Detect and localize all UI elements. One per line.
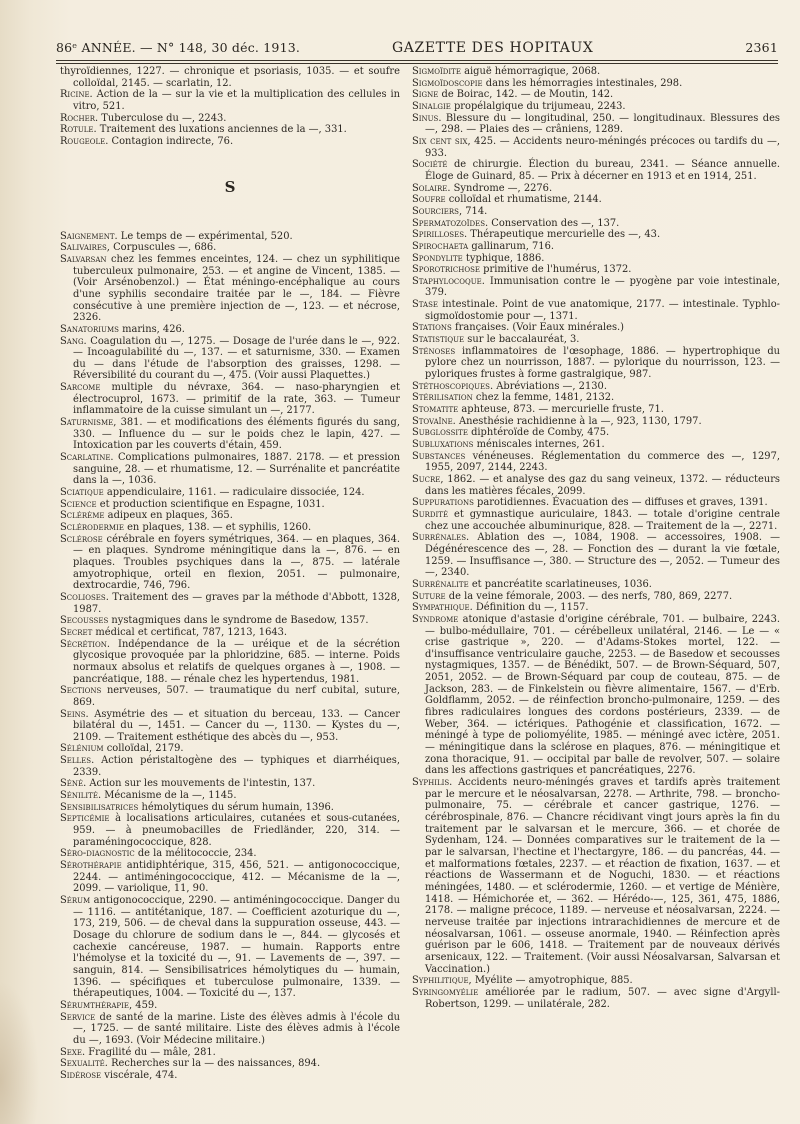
entry-text: parotidiennes. Évacuation des — diffuses et graves, 1391.: [473, 497, 768, 509]
entry-headword: Septicémie: [60, 813, 110, 825]
index-entry: [60, 639, 400, 686]
index-entry: [412, 392, 780, 404]
index-entry: [412, 194, 780, 206]
index-entry: [60, 1047, 400, 1059]
entry-headword: Séro-diagnostic: [60, 848, 135, 860]
entry-headword: Surrénales.: [412, 532, 470, 544]
index-entry: [412, 591, 780, 603]
entry-text: Action péristaltogène des — typhiques et diarrhéiques, 2339.: [73, 755, 400, 778]
entry-text: marins, 426.: [118, 323, 185, 335]
entry-headword: Service: [60, 1011, 96, 1023]
index-entries-s: [60, 231, 400, 1082]
left-column: [60, 66, 400, 1082]
index-entry: [60, 813, 400, 848]
index-entry: [60, 510, 400, 522]
entry-headword: Subglossite: [412, 427, 468, 439]
index-entry: [412, 509, 780, 532]
entry-text: appendiculaire, 1161. — radiculaire dissociée, 124.: [103, 487, 365, 499]
entry-text: améliorée par le radium, 507. — avec signe d'Argyll-Robertson, 1299. — unilatérale, 282.: [425, 986, 780, 1010]
index-entry: [412, 427, 780, 439]
entry-text: de Boirac, 142. — de Moutin, 142.: [438, 89, 614, 101]
entry-text: médical et certificat, 787, 1213, 1643.: [92, 626, 288, 638]
entry-headword: Spondylite: [412, 252, 463, 264]
entry-text: colloïdal et rhumatisme, 2144.: [445, 194, 602, 206]
index-entry: [60, 487, 400, 499]
entry-text: Recherches sur la — des naissances, 894.: [107, 1058, 321, 1070]
entry-headword: Sclérème: [60, 510, 105, 522]
index-entry: [60, 522, 400, 534]
entry-headword: Stations: [412, 322, 452, 334]
entry-text: et gymnastique auriculaire, 1843. — totale d'origine centrale chez une accouchée albuminurique, 828. — Traitement de la —, 2271.: [425, 508, 780, 532]
entry-headword: Surrénalite: [412, 578, 469, 590]
entry-headword: Spirochaeta: [412, 240, 469, 252]
index-entry: [60, 615, 400, 627]
index-entry: [60, 336, 400, 383]
index-entry: [412, 602, 780, 614]
index-entry: [412, 334, 780, 346]
entry-headword: Sidérose: [60, 1069, 102, 1081]
index-entry: [60, 1000, 400, 1012]
entry-headword: Saignement.: [60, 230, 118, 242]
entry-headword: Sexe.: [60, 1046, 86, 1058]
entry-text: Mécanisme de la —, 1145.: [101, 790, 237, 802]
index-entry: [60, 242, 400, 254]
entry-headword: Seins.: [60, 708, 89, 720]
index-entry: [60, 802, 400, 814]
index-entry: [60, 592, 400, 615]
entry-headword: Suture: [412, 590, 446, 602]
entry-headword: Sarcome: [60, 382, 101, 394]
entry-text: sur le baccalauréat, 3.: [464, 334, 580, 346]
entry-headword: Sécrétion.: [60, 638, 111, 650]
index-entries-r: [60, 66, 400, 148]
entry-text: Traitement des — graves par la méthode d'Abbott, 1328, 1987.: [73, 591, 400, 615]
entry-text: nystagmiques dans le syndrome de Basedow, 1357.: [108, 615, 369, 627]
entry-headword: Scolioses.: [60, 591, 109, 603]
entry-text: vénéneuses. Réglementation du commerce des —, 1297, 1955, 2097, 2144, 2243.: [425, 450, 780, 474]
entry-text: Blessure du — longitudinal, 250. — longitudinaux. Blessures des —, 298. — Plaies des — crâniens, 1289.: [425, 112, 780, 136]
entry-text: propélalgique du trijumeau, 2243.: [450, 100, 626, 112]
index-entry: [412, 614, 780, 777]
entry-headword: Salivaires,: [60, 242, 110, 254]
entry-text: diphtéroïde de Comby, 475.: [467, 427, 610, 439]
entry-text: de la mélitococcie, 234.: [134, 848, 257, 860]
entry-headword: Sinus.: [412, 112, 442, 124]
entry-headword: Salvarsan: [60, 253, 107, 265]
entry-text: cérébrale en foyers symétriques, 364. — en plaques, 364. — en plaques. Syndrome méningitique dans la —, 876. — en plaques. Troubles psychiques dans la —, 875. — latérale amyotrophique, orteil en flexion, 2051. — pulmonaire, dextrocardie, 746, 796.: [73, 533, 400, 592]
index-entry: [412, 532, 780, 579]
paper-stain: [0, 980, 40, 1124]
entry-text: Action de la — sur la vie et la multiplication des cellules in vitro, 521.: [73, 89, 400, 112]
entry-text: viscérale, 474.: [101, 1069, 178, 1081]
index-entry: [412, 416, 780, 428]
entry-text: intestinale. Point de vue anatomique, 2177. — intestinale. Typhlo-sigmoïdostomie pour —, 1371.: [425, 299, 780, 322]
index-entry: [412, 381, 780, 393]
entry-headword: Rocher.: [60, 112, 99, 124]
entry-text: Abréviations —, 2130.: [493, 380, 607, 392]
running-header: [56, 40, 778, 60]
entry-text: aiguë hémorragique, 2068.: [460, 66, 601, 77]
entry-text: Corpuscules —, 686.: [109, 242, 217, 254]
index-entry: [412, 579, 780, 591]
index-entry: [412, 439, 780, 451]
entry-text: Fragilité du — mâle, 281.: [85, 1046, 216, 1058]
index-entry: [60, 755, 400, 778]
entry-text: 1862. — et analyse des gaz du sang veineux, 1372. — réducteurs dans les matières fécales, 2099.: [425, 473, 780, 497]
index-entries-s-continued: [412, 66, 780, 1010]
entry-headword: Sensibilisatrices: [60, 801, 139, 813]
entry-headword: Sympathique.: [412, 602, 473, 614]
index-entry: [412, 987, 780, 1010]
entry-headword: Substances: [412, 450, 466, 462]
entry-text: Myélite — amyotrophique, 885.: [471, 975, 633, 987]
entry-text: Contagion indirecte, 76.: [108, 135, 234, 147]
index-entry: [412, 404, 780, 416]
entry-headword: Sigmoïdite: [412, 66, 461, 77]
index-entry: [60, 113, 400, 125]
entry-text: méniscales internes, 261.: [473, 439, 605, 450]
index-entry: [60, 709, 400, 744]
entry-headword: Sciatique: [60, 487, 104, 499]
entry-headword: Statistique: [412, 334, 465, 346]
entry-text: de la veine fémorale, 2003. — des nerfs, 780, 869, 2277.: [445, 590, 733, 602]
entry-text: 459.: [132, 999, 158, 1011]
index-entry: [412, 159, 780, 182]
index-entry: [60, 860, 400, 895]
entry-text: Tuberculose du —, 2243.: [98, 112, 227, 124]
entry-headword: Stase: [412, 299, 439, 311]
entry-headword: Secousses: [60, 615, 109, 627]
entry-headword: Sérumthérapie,: [60, 999, 133, 1011]
entry-text: et production scientifique en Espagne, 1031.: [96, 498, 325, 510]
entry-headword: Sénilité.: [60, 790, 102, 802]
index-entry: [60, 1058, 400, 1070]
entry-text: Traitement des luxations anciennes de la —, 331.: [96, 124, 347, 136]
index-entry: [60, 848, 400, 860]
entry-headword: Scarlatine.: [60, 452, 114, 464]
entry-text: 425. — Accidents neuro-méningés précoces ou tardifs du —, 933.: [425, 135, 781, 159]
entry-text: antigonococcique, 2290. — antiméningococcique. Danger du — 1116. — antitétanique, 187. — Coefficient azoturique du —, 173, 219, 506. — de cheval dans la suppuration osseuse, 443. — Dosage du chlorure de sodium dans le —, 844. — glycosés et cachexie cancéreuse, 1987. — humain. Rapports entre l'hémolyse et la toxicité du —, 91. — Lavements de —, 397. — sanguin, 814. — Sensibilisatrices hémolytiques du — humain, 1396. — spécifiques et tuberculose pulmonaire, 1339. — thérapeutiques, 1004. — Toxicité du —, 137.: [73, 895, 400, 1000]
entry-text: atonique d'astasie d'origine cérébrale, 701. — bulbaire, 2243. — bulbo-médullaire, 701. — cérébelleux unilatéral, 2146. — Le — « crise gastrique », 220. — d'Adams-Stokes mortel, 122. — d'insuffisance ventriculaire gauche, 2253. — de Basedow et secousses nystagmiques, 1357. — de Bénédikt, 507. — de Brown-Séquard, 507, 2051, 2052. — de Brown-Séquard par coup de couteau, 875. — de Jackson, 283. — de Finkelstein ou fièvre alimentaire, 1567. — d'Erb. Goldflamm, 2052. — de réinfection broncho-pulmonaire, 1259. — des fibres radiculaires longues des cordons postérieurs, 2339. — de Weber, 364. — ictériques. Pathogénie et classification, 1672. — méningé à type de poliomyélite, 1985. — méningé avec ictère, 2051. — méningitique dans la sclérose en plaques, 876. — méningitique et zona thoracique, 91. — occipital par balle de revolver, 507. — solaire dans les affections gastriques et pancréatiques, 2276.: [425, 613, 780, 777]
entry-headword: Subluxations: [412, 439, 474, 450]
entry-headword: Société: [412, 159, 448, 171]
entry-headword: Sérothérapie: [60, 860, 122, 872]
entry-text: Indépendance de la — uréique et de la sécrétion glycosique provoquée par la phloridzine, 685. — interne. Poids normaux absolus et relatifs de quelques organes à —, 1908. — pancréatique, 188. — rénale chez les hypertendus, 1981.: [73, 638, 400, 685]
entry-text: hémolytiques du sérum humain, 1396.: [138, 801, 334, 813]
right-column: [412, 66, 780, 1010]
entry-headword: Syringomyélie: [412, 986, 479, 998]
index-entry: [60, 231, 400, 243]
index-entry: [412, 101, 780, 113]
index-entry: [60, 895, 400, 1000]
index-entry: [60, 685, 400, 708]
entry-text: gallinarum, 716.: [468, 240, 554, 252]
entry-text: inflammatoires de l'œsophage, 1886. — hypertrophique du pylore chez un nourrisson, 1887. — pylorique du nourrisson, 123. — pyloriques frustes à forme gastralgique, 987.: [425, 345, 780, 381]
header-rule-thick: [56, 63, 778, 64]
entry-headword: Rotule.: [60, 124, 97, 136]
entry-headword: Syphilitique,: [412, 975, 472, 987]
entry-headword: Selles.: [60, 755, 95, 767]
entry-text: adipeux en plaques, 365.: [104, 510, 233, 522]
entry-headword: Spermatozoïdes.: [412, 217, 489, 229]
entry-text: et pancréatite scarlatineuses, 1036.: [468, 578, 652, 590]
index-entry: [412, 299, 780, 322]
index-entry: [60, 382, 400, 417]
entry-text: de chirurgie. Élection du bureau, 2341. — Séance annuelle. Éloge de Guinard, 85. — Prix à décerner en 1913 et en 1914, 251.: [425, 159, 780, 182]
index-entry: [60, 417, 400, 452]
entry-headword: Sourciers,: [412, 205, 463, 217]
entry-headword: Saturnisme,: [60, 417, 117, 429]
index-entry: [412, 136, 780, 159]
entry-text: Asymétrie des — et situation du berceau, 133. — Cancer bilatéral du —, 1451. — Cancer du —, 1130. — Kystes du —, 2109. — Traitement esthétique des abcès du —, 953.: [73, 708, 400, 743]
index-entry: [60, 534, 400, 592]
index-entry: [60, 124, 400, 136]
index-entry: [412, 218, 780, 230]
entry-text: primitive de l'humérus, 1372.: [480, 264, 632, 276]
index-entry: [412, 497, 780, 509]
entry-text: 714.: [462, 205, 488, 217]
entry-headword: Sténoses: [412, 345, 456, 357]
index-entry: [412, 264, 780, 276]
index-entry: [412, 276, 780, 299]
index-entry: [60, 778, 400, 790]
index-entry: [60, 743, 400, 755]
entry-headword: Surdité: [412, 508, 449, 520]
entry-text: Thérapeutique mercurielle des —, 43.: [467, 229, 661, 241]
index-entry: [60, 499, 400, 511]
index-entry: [412, 89, 780, 101]
section-letter: S: [224, 177, 236, 196]
entry-headword: Suppurations: [412, 497, 474, 509]
entry-text: Conservation des —, 137.: [488, 217, 620, 229]
index-entry: [60, 254, 400, 324]
entry-headword: Solaire.: [412, 182, 451, 194]
entry-text: Coagulation du —, 1275. — Dosage de l'urée dans le —, 922. — Incoagulabilité du —, 137. — et saturnisme, 330. — Examen du — dans l'étude de l'absorption des graisses, 1298. — Réversibilité du courant du —, 475. (Voir aussi Plaquettes.): [73, 335, 400, 382]
entry-headword: Séné.: [60, 778, 87, 790]
entry-text: thyroïdiennes, 1227. — chronique et psoriasis, 1035. — et soufre colloïdal, 2145. — scarlatin, 12.: [60, 66, 400, 89]
index-entry: [412, 206, 780, 218]
index-entry: [412, 975, 780, 987]
entry-text: Immunisation contre le — pyogène par voie intestinale, 379.: [425, 275, 780, 299]
entry-text: colloïdal, 2179.: [103, 743, 184, 755]
entry-headword: Signe: [412, 89, 439, 101]
entry-text: Ablation des —, 1084, 1908. — accessoires, 1908. — Dégénérescence des —, 28. — Fonction des — durant la vie fœtale, 1259. — Insuffisance —, 380. — Structure des —, 2052. — Tumeur des —, 2340.: [425, 532, 780, 579]
entry-text: françaises. (Voir Eaux minérales.): [451, 322, 625, 334]
entry-headword: Sélénium: [60, 743, 104, 755]
index-entry: [60, 1012, 400, 1047]
entry-headword: Science: [60, 498, 97, 510]
entry-headword: Sexualité.: [60, 1058, 108, 1070]
entry-text: aphteuse, 873. — mercurielle fruste, 71.: [458, 404, 664, 416]
entry-text: Définition du —, 1157.: [472, 602, 589, 614]
index-entry: [412, 474, 780, 497]
header-rule: [56, 60, 778, 61]
entry-headword: Stéthoscopiques.: [412, 380, 494, 392]
entry-headword: Sigmoïdoscopie: [412, 77, 483, 89]
index-entry: [412, 322, 780, 334]
entry-headword: Ricine.: [60, 89, 93, 101]
entry-text: de santé de la marine. Liste des élèves admis à l'école du —, 1725. — de santé militaire. Liste des élèves admis à l'école du —, 1693. (Voir Médecine militaire.): [73, 1011, 400, 1046]
index-entry: [412, 777, 780, 975]
entry-text: chez la femme, 1481, 2132.: [472, 392, 615, 404]
entry-text: Syndrome —, 2276.: [450, 182, 553, 194]
entry-headword: Sections: [60, 685, 102, 697]
entry-text: à localisations articulaires, cutanées et sous-cutanées, 959. — à pneumobacilles de Friedländer, 220, 314. — paraméningococcique, 828.: [73, 813, 400, 848]
entry-text: Action sur les mouvements de l'intestin, 137.: [86, 778, 316, 790]
index-entry: [60, 1070, 400, 1082]
entry-headword: Rougeole.: [60, 135, 109, 147]
entry-headword: Syndrome: [412, 613, 459, 625]
entry-text: dans les hémorragies intestinales, 298.: [482, 77, 683, 89]
page-number: 2361: [745, 40, 778, 55]
index-entry: [60, 790, 400, 802]
entry-text: multiple du névraxe, 364. — naso-pharyngien et électrocuprol, 1673. — primitif de la rate, 363. — Tumeur inflammatoire de la cuisse simulant un —, 2177.: [73, 382, 400, 417]
entry-headword: Sang.: [60, 335, 87, 347]
entry-headword: Soufre: [412, 194, 446, 206]
entry-headword: Sucre,: [412, 473, 444, 485]
entry-text: en plaques, 138. — et syphilis, 1260.: [123, 522, 312, 533]
index-entry: [412, 346, 780, 381]
entry-headword: Syphilis.: [412, 777, 453, 789]
index-entry: [412, 229, 780, 241]
entry-text: Le temps de — expérimental, 520.: [117, 230, 293, 242]
index-entry: [412, 183, 780, 195]
index-entry: [60, 324, 400, 336]
index-entry: [412, 66, 780, 78]
index-entry: [60, 136, 400, 148]
journal-title: GAZETTE DES HOPITAUX: [392, 40, 594, 56]
entry-headword: Sinalgie: [412, 100, 451, 112]
entry-text: Complications pulmonaires, 1887. 2178. — et pression sanguine, 28. — et rhumatisme, 12. — Surrénalite et pancréatite dans la —, 1036.: [73, 452, 400, 487]
entry-text: 381. — et modifications des éléments figurés du sang, 330. — Influence du — sur le poids chez le lapin, 427. — Intoxication par les couverts d'étain, 459.: [73, 417, 400, 452]
index-entry: [60, 89, 400, 112]
entry-headword: Staphylocoque.: [412, 275, 485, 287]
entry-headword: Sanatoriums: [60, 323, 119, 335]
index-entry: [412, 451, 780, 474]
entry-text: chez les femmes enceintes, 124. — chez un syphilitique tuberculeux pulmonaire, 253. — et angine de Vincent, 1385. — (Voir Arsénobenzol.) — État méningo-encéphalique au cours d'une syphilis secondaire traitée par le —, 184. — Fièvre consécutive à une première injection de —, 123. — et nécrose, 2326.: [73, 253, 400, 324]
entry-headword: Spirilloses.: [412, 229, 468, 241]
entry-headword: Stovaïne.: [412, 415, 456, 427]
index-entry: [412, 78, 780, 90]
entry-headword: Six cent six,: [412, 135, 471, 147]
entry-headword: Sclérodermie: [60, 522, 124, 533]
index-entry: [60, 452, 400, 487]
index-entry: [412, 113, 780, 136]
entry-headword: Secret: [60, 626, 93, 638]
entry-text: typhique, 1886.: [462, 252, 545, 264]
entry-headword: Sclérose: [60, 533, 103, 545]
entry-headword: Sporotrichose: [412, 264, 481, 276]
entry-text: antidiphtérique, 315, 456, 521. — antigonococcique, 2244. — antiméningococcique, 412. — Mécanisme de la —, 2099. — variolique, 11, 90.: [73, 860, 400, 895]
entry-text: Anesthésie rachidienne à la —, 923, 1130, 1797.: [455, 415, 702, 427]
entry-text: nerveuses, 507. — traumatique du nerf cubital, suture, 869.: [73, 685, 400, 708]
entry-text: Accidents neuro-méningés graves et tardifs après traitement par le mercure et le néosalvarsan, 2278. — Arthrite, 798. — broncho-pulmonaire, 75. — cérébrale et cancer gastrique, 1276. — cérébrospinale, 876. — Chancre récidivant vingt jours après la fin du traitement par le salvarsan et le mercure, 366. — et chorée de Sydenham, 124. — Données comparatives sur le traitement de la — par le salvarsan, l'hectine et l'hectargyre, 186. — du pancréas, 44. — et malformations fœtales, 2237. — et réaction de fixation, 1637. — et réactions de Wassermann et de Noguchi, 1830. — et réactions méningées, 1480. — et sclérodermie, 1260. — et vertige de Ménière, 1418. — Hémichorée et, — 362. — Hérédo-—, 125, 361, 475, 1886, 2178. — maligne précoce, 1189. — nerveuse et néosalvarsan, 2224. — nerveuse traitée par injections intrarachidiennes de mercure et de néosalvarsan, 1061. — osseuse anormale, 1940. — Réinfection après guérison par le 606, 1418. — Traitement par de nouveaux dérivés arsenicaux, 122. — Traitement. (Voir aussi Néosalvarsan, Salvarsan et Vaccination.): [425, 777, 780, 975]
entry-headword: Stérilisation: [412, 392, 473, 404]
entry-headword: Stomatite: [412, 404, 459, 416]
entry-headword: Sérum: [60, 895, 91, 906]
index-entry: [60, 66, 400, 89]
index-entry: [60, 627, 400, 639]
index-entry: [412, 253, 780, 265]
issue-info: 86ᵉ ANNÉE. — N° 148, 30 déc. 1913.: [56, 40, 301, 55]
index-entry: [412, 241, 780, 253]
